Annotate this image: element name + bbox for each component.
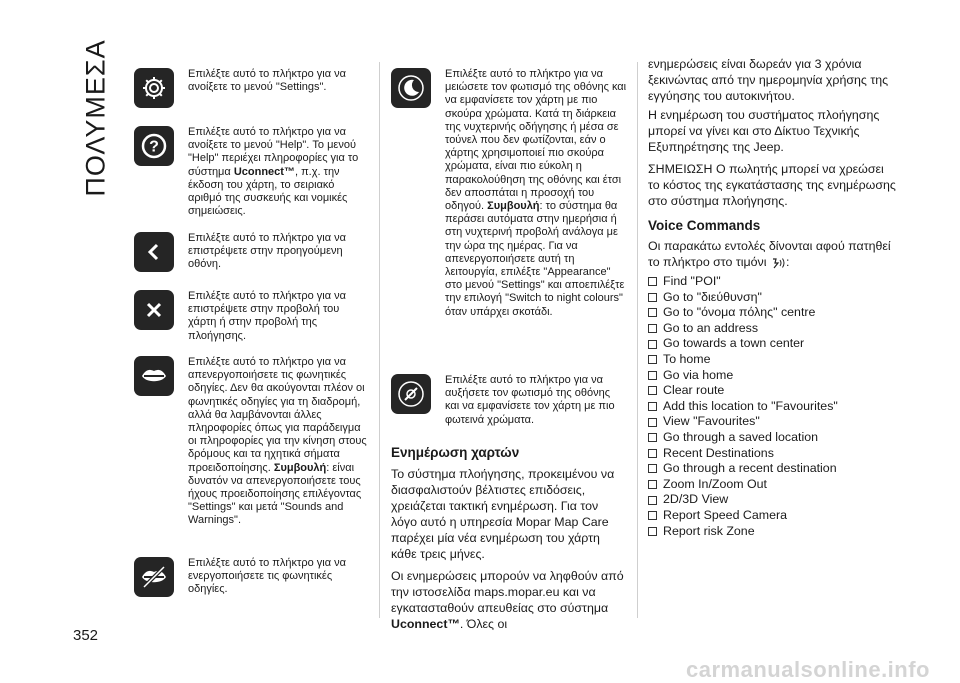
day-entry <box>391 374 627 436</box>
map-view-entry <box>134 290 369 356</box>
map-update-heading: Ενημέρωση χαρτών <box>391 445 520 460</box>
bullet-box-icon <box>648 371 657 380</box>
bullet-box-icon <box>648 433 657 442</box>
mute-description <box>188 356 369 528</box>
column-2 <box>391 68 627 632</box>
bullet-box-icon <box>648 449 657 458</box>
help-entry <box>134 126 369 232</box>
voice-intro-text: Οι παρακάτω εντολές δίνονται αφού πατηθεί το πλήκτρο στο τιμόνι <box>648 239 891 269</box>
bullet-box-icon <box>648 418 657 427</box>
mute-entry <box>134 356 369 557</box>
voice-command-item <box>648 414 898 430</box>
voice-command-text: Recent Destinations <box>663 445 774 460</box>
help-text-after: , π.χ. την έκδοση του χάρτη, το σειριακό αριθμό της συσκευής και νομικές σημειώσεις. <box>188 165 348 218</box>
help-brand: Uconnect™ <box>233 165 295 178</box>
voice-command-text: Find "POI" <box>663 274 721 288</box>
bullet-box-icon <box>648 324 657 333</box>
voice-command-text: Go via home <box>663 367 734 382</box>
night-entry <box>391 68 627 374</box>
mute-tip-text: : είναι δυνατόν να απενεργοποιήσετε τους ήχους προειδοποίησης επιλέγοντας "Settings" και μετά "Sounds and Warnings". <box>188 461 362 527</box>
bullet-box-icon <box>648 527 657 536</box>
night-description <box>445 68 627 319</box>
voice-command-text: Add this location to "Favourites" <box>663 398 838 413</box>
voice-command-item <box>648 477 898 493</box>
column-divider-2 <box>637 62 638 618</box>
update-dealer-paragraph: Η ενημέρωση του συστήματος πλοήγησης μπορεί να γίνει και στο Δίκτυο Τεχνικής Εξυπηρέτησης της Jeep. <box>648 108 880 154</box>
map-update-paragraph-1: Το σύστημα πλοήγησης, προκειμένου να διασφαλιστούν βέλτιστες επιδόσεις, χρειάζεται τακτική ενημέρωση. Για τον λόγο αυτό η υπηρεσία Mopar Map Care παρέχει μία νέα ενημέρωση του χάρτη κάθε τρεις μήνες. <box>391 467 615 562</box>
page-number: 352 <box>73 627 99 644</box>
voice-command-item <box>648 305 898 321</box>
back-entry <box>134 232 369 290</box>
night-tip-label: Συμβουλή <box>487 200 540 213</box>
voice-command-item <box>648 383 898 399</box>
day-description: Επιλέξτε αυτό το πλήκτρο για να αυξήσετε τον φωτισμό της οθόνης και να εμφανίσετε τον χάρτη με πιο φωτεινά χρώματα. <box>445 374 615 426</box>
voice-command-item <box>648 290 898 306</box>
voice-command-item <box>648 524 898 540</box>
note-paragraph: ΣΗΜΕΙΩΣΗ Ο πωλητής μπορεί να χρεώσει το κόστος της εγκατάστασης της ενημέρωσης στο σύστημα πλοήγησης. <box>648 162 896 208</box>
map-update-paragraph-2 <box>391 568 627 632</box>
map-update-brand: Uconnect™ <box>391 617 460 632</box>
column-1 <box>134 68 369 597</box>
moon-icon <box>391 68 431 108</box>
voice-command-item <box>648 492 898 508</box>
help-icon <box>134 126 174 166</box>
gear-icon <box>134 68 174 108</box>
voice-command-item <box>648 446 898 462</box>
bullet-box-icon <box>648 340 657 349</box>
section-title-text: ΠΟΛΥΜΕΣΑ <box>80 39 111 197</box>
bullet-box-icon <box>648 480 657 489</box>
close-map-icon <box>134 290 174 330</box>
help-text: Επιλέξτε αυτό το πλήκτρο για να ανοίξετε το μενού "Help". Το μενού "Help" περιέχει πληροφορίες για το σύστημα <box>188 126 359 178</box>
map-view-description: Επιλέξτε αυτό το πλήκτρο για να επιστρέψετε στην προβολή του χάρτη ή στην προβολή της πλοήγησης. <box>188 290 346 342</box>
svg-text:?: ? <box>149 138 159 156</box>
bullet-box-icon <box>648 386 657 395</box>
voice-command-text: Go to an address <box>663 320 759 335</box>
map-update-paragraph-2-end: . Όλες οι <box>459 617 508 632</box>
voice-commands-intro <box>648 238 898 270</box>
voice-command-item <box>648 336 898 352</box>
voice-command-text: View "Favourites" <box>663 414 760 429</box>
voice-command-text: Go to "όνομα πόλης" centre <box>663 305 816 320</box>
watermark: carmanualsonline.info <box>686 657 930 682</box>
bullet-box-icon <box>648 355 657 364</box>
lips-icon <box>134 356 174 396</box>
voice-button-icon <box>770 257 786 269</box>
mute-tip-label: Συμβουλή <box>273 461 327 474</box>
voice-commands-list <box>648 274 898 539</box>
column-divider-1 <box>379 62 380 618</box>
voice-intro-colon: : <box>785 255 790 269</box>
voice-command-text: Report risk Zone <box>663 523 755 538</box>
back-arrow-icon <box>134 232 174 272</box>
voice-command-item <box>648 399 898 415</box>
lips-muted-icon <box>134 557 174 597</box>
bullet-box-icon <box>648 308 657 317</box>
night-tip-text: : το σύστημα θα περάσει αυτόματα στην ημερήσια ή στη νυχτερινή προβολή ανάλογα με την ώρα της ημέρας. Για να απενεργοποιήσετε αυτή τη λειτουργία, επιλέξτε "Appearance" στο μενού "Settings" και αποεπιλέξτε την επιλογή "Switch to night colours" όταν υπάρχει σκοτάδι. <box>445 200 625 318</box>
mute-text: Επιλέξτε αυτό το πλήκτρο για να απενεργοποιήσετε τις φωνητικές οδηγίες. Δεν θα ακούγονται πλέον οι φωνητικές οδηγίες για τη διαδρομή, αλλά θα λαμβάνονται άλλες πληροφορίες όπως για παράδειγμα οι πληροφορίες για την κίνηση στους δρόμους και τα ηχητικά σήματα προειδοποίησης. <box>188 356 367 474</box>
bullet-box-icon <box>648 496 657 505</box>
voice-command-text: 2D/3D View <box>663 492 729 507</box>
bullet-box-icon <box>648 277 657 286</box>
voice-command-item <box>648 461 898 477</box>
voice-commands-heading: Voice Commands <box>648 218 761 233</box>
voice-command-text: Go to "διεύθυνση" <box>663 289 762 304</box>
voice-command-item <box>648 430 898 446</box>
settings-description: Επιλέξτε αυτό το πλήκτρο για να ανοίξετε το μενού "Settings". <box>188 68 346 94</box>
settings-entry <box>134 68 369 126</box>
voice-command-text: Go towards a town center <box>663 336 805 351</box>
voice-command-text: Go through a saved location <box>663 429 818 444</box>
unmute-entry <box>134 557 369 597</box>
voice-command-text: Go through a recent destination <box>663 461 837 476</box>
sun-icon <box>391 374 431 414</box>
help-description <box>188 126 369 218</box>
voice-command-text: Clear route <box>663 383 725 398</box>
bullet-box-icon <box>648 511 657 520</box>
update-free-paragraph: ενημερώσεις είναι δωρεάν για 3 χρόνια ξεκινώντας από την ημερομηνία χρήσης της εγγύησης του αυτοκινήτου. <box>648 57 889 103</box>
voice-command-item <box>648 274 898 290</box>
voice-command-text: To home <box>663 351 711 366</box>
section-title <box>76 38 116 198</box>
unmute-description: Επιλέξτε αυτό το πλήκτρο για να ενεργοποιήσετε τις φωνητικές οδηγίες. <box>188 557 346 596</box>
back-description: Επιλέξτε αυτό το πλήκτρο για να επιστρέψετε στην προηγούμενη οθόνη. <box>188 232 346 271</box>
voice-command-text: Zoom In/Zoom Out <box>663 476 767 491</box>
bullet-box-icon <box>648 293 657 302</box>
bullet-box-icon <box>648 464 657 473</box>
voice-command-item <box>648 352 898 368</box>
voice-command-item <box>648 321 898 337</box>
bullet-box-icon <box>648 402 657 411</box>
voice-command-text: Report Speed Camera <box>663 507 787 522</box>
voice-command-item <box>648 508 898 524</box>
map-update-paragraph-2-start: Οι ενημερώσεις μπορούν να ληφθούν από την ιστοσελίδα maps.mopar.eu και να εγκατασταθούν απευθείας στο σύστημα <box>391 569 624 616</box>
voice-command-item <box>648 368 898 384</box>
column-3 <box>648 56 898 539</box>
night-text: Επιλέξτε αυτό το πλήκτρο για να μειώσετε τον φωτισμό της οθόνης και να εμφανίσετε τον χάρτη με πιο σκούρα χρώματα. Κατά τη διάρκεια της νυχτερινής οδήγησης ή μέσα σε τούνελ που δεν φωτίζονται, εάν ο χάρτης χρησιμοποιεί πιο σκούρα χρώματα, είναι πιο εύκολη η παρακολούθηση της οθόνης και έτσι δεν αποσπάται η προσοχή του οδηγού. <box>445 68 627 213</box>
